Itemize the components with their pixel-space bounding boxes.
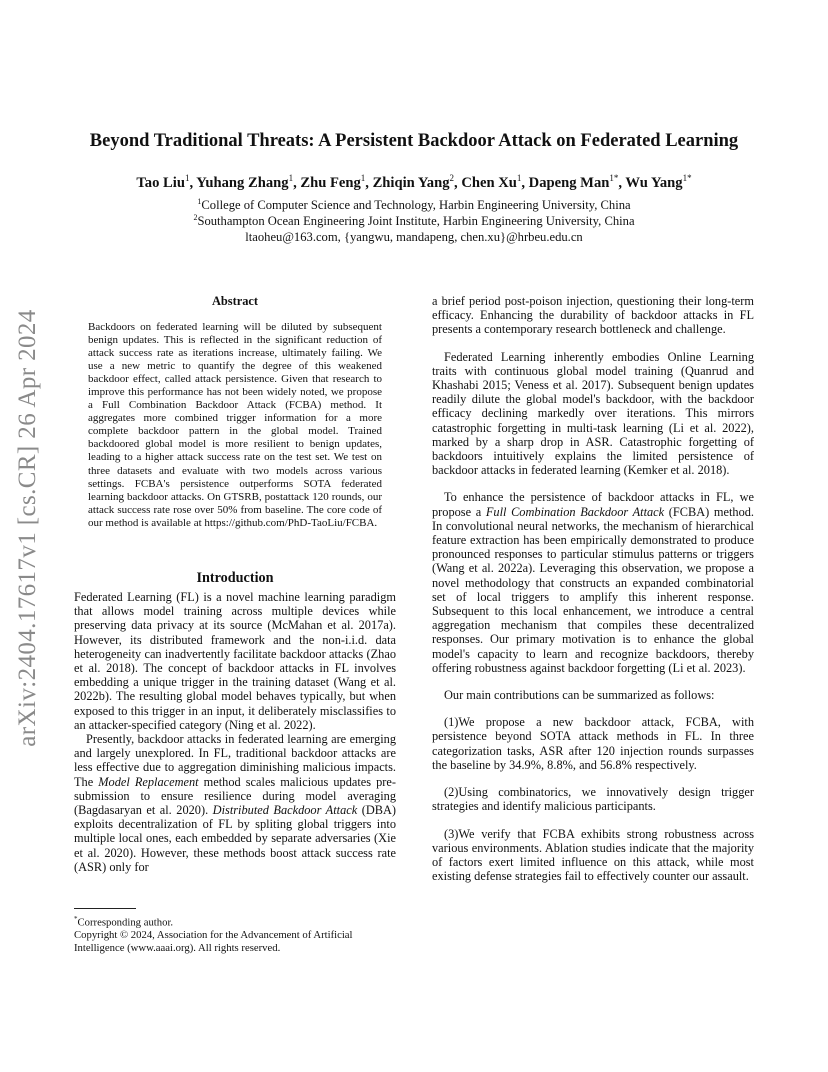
author-affiliation-mark: 1 — [360, 173, 366, 183]
right-paragraph-1: a brief period post-poison injection, questioning their long-term efficacy. Enhancing the durability of backdoor attacks in FL presents a contemporary research bottleneck and challenge. — [432, 294, 754, 337]
author-list: Tao Liu$^1$, Yuhang Zhang$^1$, Zhu Feng$^1$, Zhiqin Yang$^2$, Chen Xu$^1$, Dapeng Man$^{1*}$, Wu Yang$^{1*}$ — [136, 173, 692, 191]
intro-paragraph-1: Federated Learning (FL) is a novel machine learning paradigm that allows model training across multiple devices while preserving data privacy at its source (McMahan et al. 2017a). However, its distributed framework and the non-i.i.d. data heterogeneity can inadvertently facilitate backdoor attacks (Zhao et al. 2018). The concept of backdoor attacks in FL involves embedding a unique trigger in the training dataset (Wang et al. 2022b). The resulting global model behaves typically, but when exposed to this trigger in an input, it deliberately misclassifies to an attacker-specified category (Ning et al. 2022). — [74, 590, 396, 732]
paper-title: Beyond Traditional Threats: A Persistent Backdoor Attack on Federated Learning — [89, 131, 739, 151]
contribution-2: (2)Using combinatorics, we innovatively design trigger strategies and identify malicious participants. — [432, 785, 754, 814]
author-name: Dapeng Man — [528, 174, 610, 191]
author-name: Wu Yang — [625, 174, 683, 191]
author-affiliation-mark: 1 — [184, 173, 190, 183]
author-name: Chen Xu — [461, 174, 517, 191]
right-paragraph-4: Our main contributions can be summarized as follows: — [444, 688, 715, 703]
right-column-body — [432, 294, 754, 883]
arxiv-stamp-text: arXiv:2404.17617v1 [cs.CR] 26 Apr 2024 — [14, 309, 41, 747]
arxiv-stamp — [8, 0, 48, 1072]
intro-paragraph-2: Presently, backdoor attacks in federated learning are emerging and largely unexplored. In FL, traditional backdoor attacks are less effective due to aggregation diminishing malicious impacts. The Model Replacement method scales malicious updates pre-submission to ensure resilience during model averaging (Bagdasaryan et al. 2020). Distributed Backdoor Attack (DBA) exploits decentralization of FL by spliting global triggers into multiple local ones, each embedded by separate adversaries (Xie et al. 2020). However, these methods boost attack success rate (ASR) only for — [74, 732, 397, 874]
left-column-body — [74, 590, 396, 874]
affiliation-2: $^2$Southampton Ocean Engineering Joint Institute, Harbin Engineering University, China — [193, 213, 635, 229]
contribution-1: (1)We propose a new backdoor attack, FCBA, with persistence beyond SOTA attack methods in FL. In three categorization tasks, ASR after 120 injection rounds surpasses the baseline by 34.9%, 8.8%, and 56.8% respectively. — [432, 715, 754, 772]
corresponding-author-note: *Corresponding author. — [74, 915, 174, 929]
author-affiliation-mark: 1* — [609, 173, 619, 183]
author-emails: ltaoheu@163.com, {yangwu, mandapeng, chen.xu}@hrbeu.edu.cn — [245, 230, 583, 244]
abstract-text: Backdoors on federated learning will be diluted by subsequent benign updates. This is reflected in the significant reduction of attack success rate as iterations increase, ultimately failing. We use a new metric to quantify the degree of this weakened backdoor effect, called attack persistence. Given that research to improve this performance has not been widely noted, we propose a Full Combination Backdoor Attack (FCBA) method. It aggregates more combined trigger information for a more complete backdoor pattern in the global model. Trained backdoored global model is more resilient to benign updates, leading to a higher attack success rate on the test set. We test on three datasets and evaluate with two models across various settings. FCBA's persistence outperforms SOTA federated learning backdoor attacks. On GTSRB, postattack 120 rounds, our attack success rate rose over 50% from baseline. The core code of our method is available at https://github.com/PhD-TaoLiu/FCBA. — [88, 321, 382, 529]
right-paragraph-2: Federated Learning inherently embodies Online Learning traits with continuous global model training (Quanrud and Khashabi 2015; Veness et al. 2017). Subsequent benign updates readily dilute the global model's backdoor, with the backdoor efficacy declining markedly over iterations. This mirrors catastrophic forgetting in multi-task learning (Li et al. 2022), marked by a sharp drop in ASR. Catastrophic forgetting of backdoors intuitively explains the limited persistence of backdoor attacks in federated learning (Kemker et al. 2018). — [432, 349, 754, 478]
contribution-3: (3)We verify that FCBA exhibits strong robustness across various environments. Ablation studies indicate that the majority of factors exert limited influence on this attack, while most existing defense strategies fail to effectively counter our assault. — [432, 826, 754, 884]
author-affiliation-mark: 1 — [288, 173, 294, 183]
footnote-rule — [74, 908, 136, 909]
author-name: Zhu Feng — [300, 174, 361, 191]
author-affiliation-mark: 1* — [682, 173, 692, 183]
author-affiliation-mark: 1 — [516, 173, 522, 183]
author-affiliation-mark: 2 — [449, 173, 455, 183]
footnote — [74, 913, 404, 955]
introduction-heading: Introduction — [196, 570, 274, 586]
author-name: Yuhang Zhang — [196, 174, 289, 191]
right-paragraph-3: To enhance the persistence of backdoor attacks in FL, we propose a Full Combination Backdoor Attack (FCBA) method. In convolutional neural networks, the mechanism of hierarchical feature extraction has been empirically demonstrated to produce pronounced responses to particular stimulus patterns or triggers (Wang et al. 2022a). Leveraging this observation, we propose a novel methodology that constructs an expanded combinatorial set of local triggers to amplify this inherent response. Subsequent to this local enhancement, we introduce a central aggregation mechanism that compiles these decentralized responses. Our primary motivation is to enhance the global model's capacity to learn and recognize backdoors, thereby offering robustness against backdoor forgetting (Li et al. 2023). — [432, 490, 755, 675]
author-name: Tao Liu — [136, 174, 185, 191]
affiliation-1: $^1$College of Computer Science and Technology, Harbin Engineering University, China — [197, 197, 631, 213]
copyright-note: Copyright © 2024, Association for the Advancement of Artificial Intelligence (www.aaai.org). All rights reserved. — [74, 929, 353, 955]
author-name: Zhiqin Yang — [372, 174, 450, 191]
abstract-heading: Abstract — [211, 294, 259, 308]
